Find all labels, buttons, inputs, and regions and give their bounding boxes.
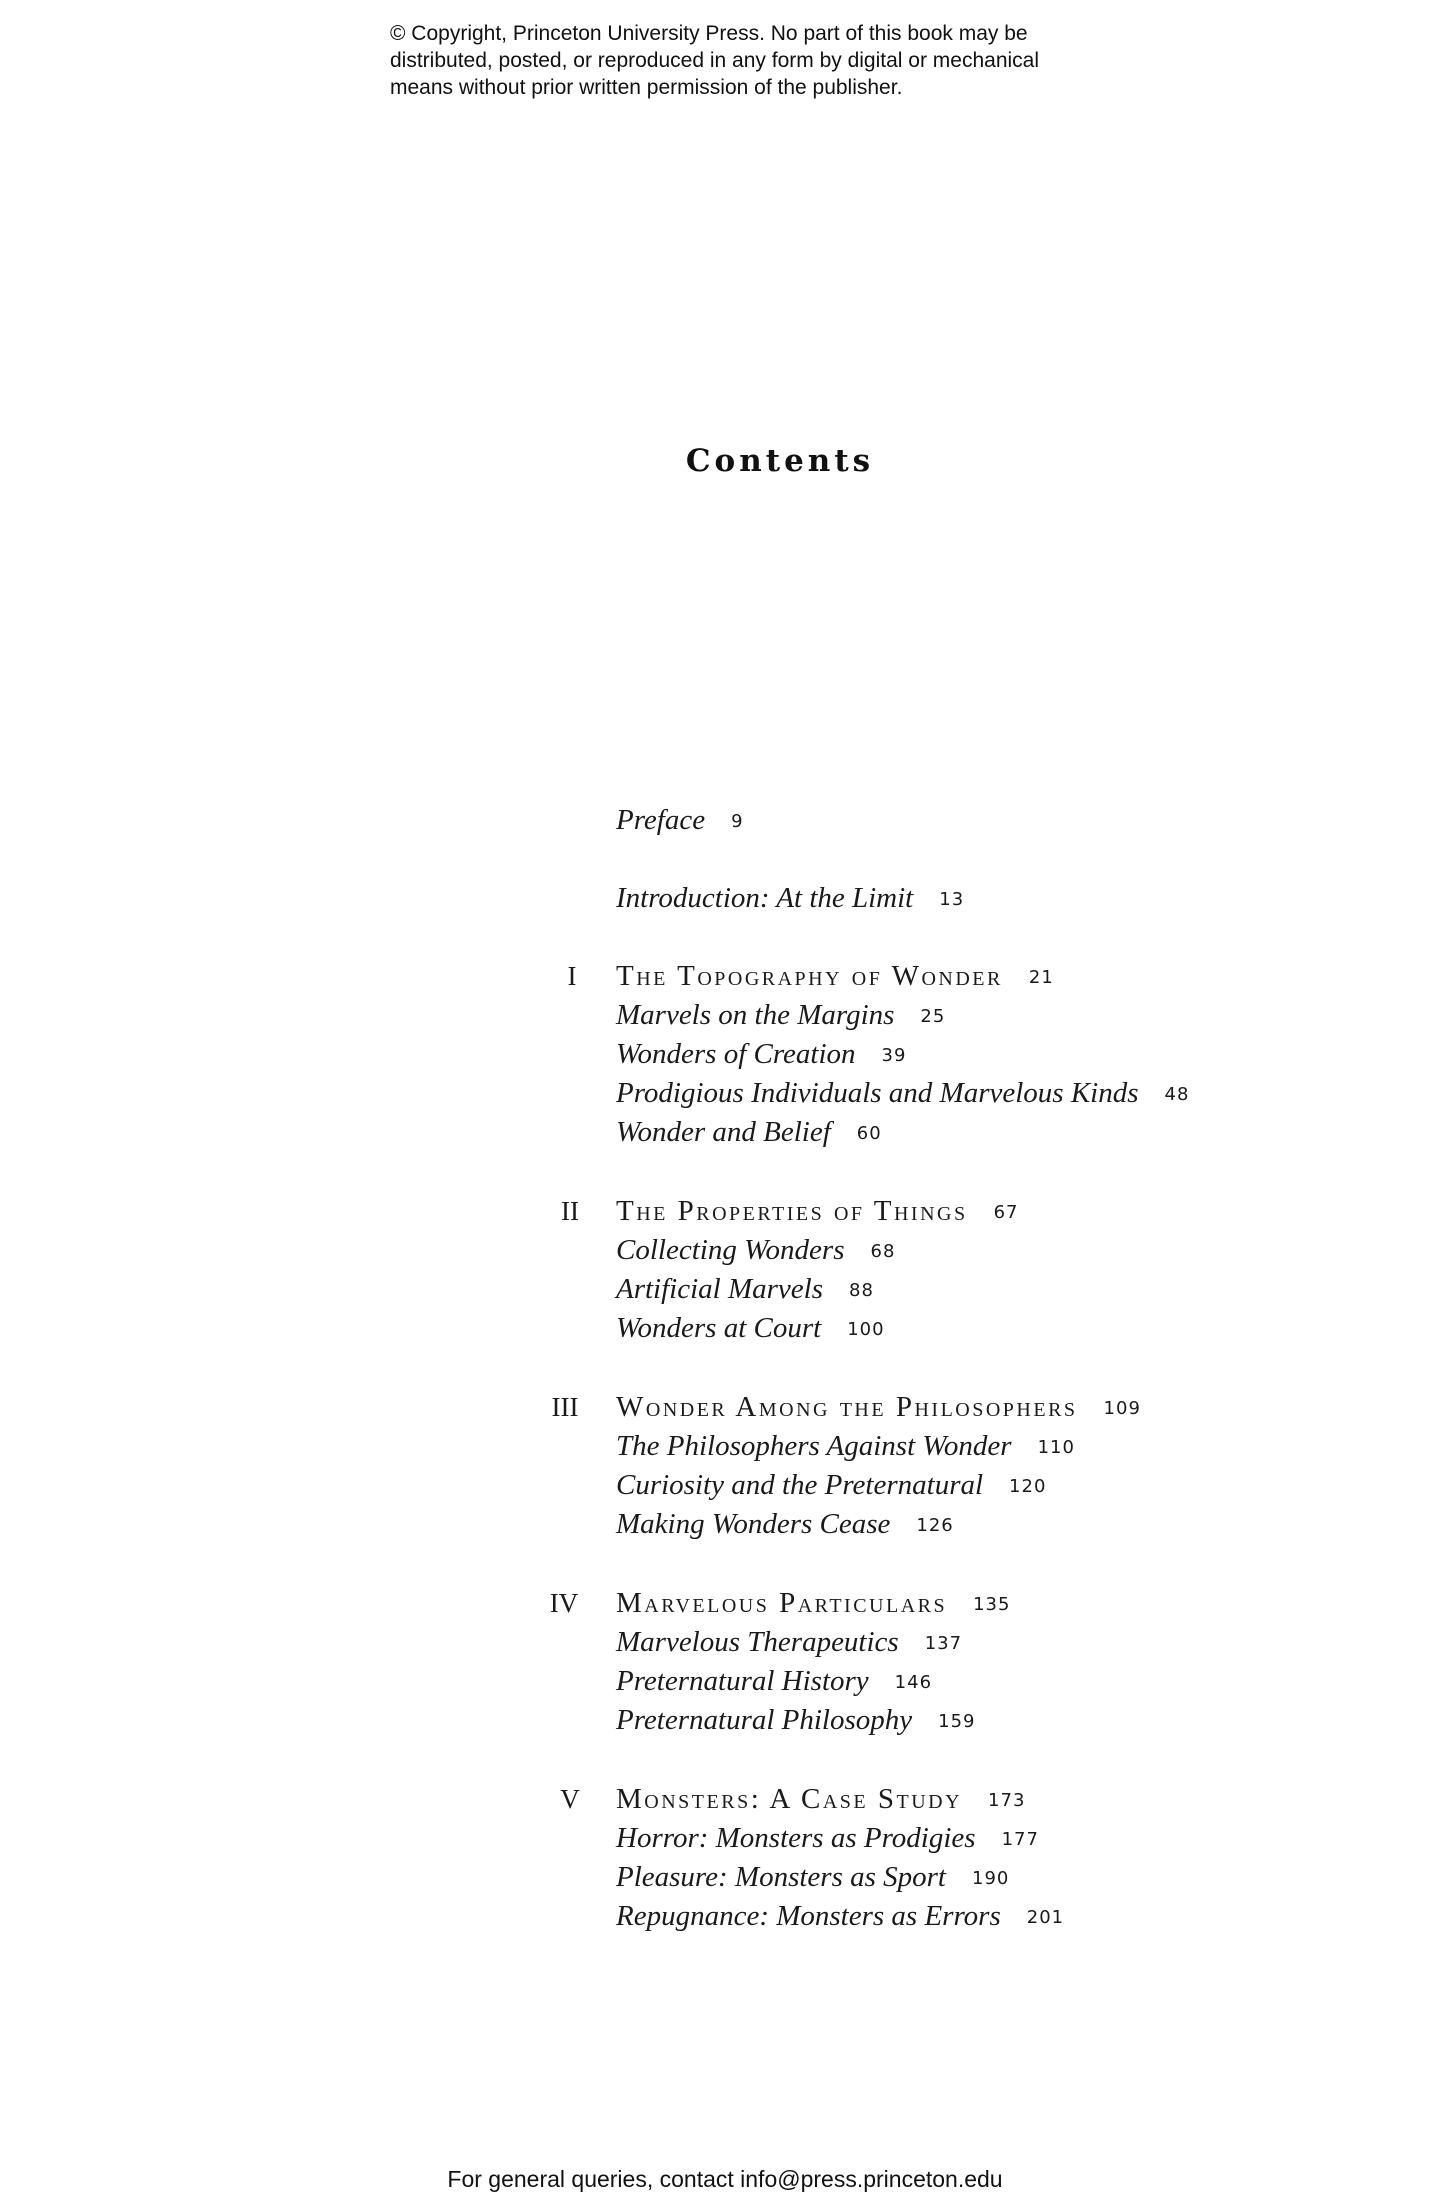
toc-entry-preface[interactable] [616,802,744,840]
toc-entry-page: 177 [1001,1829,1039,1850]
toc-chapter-entry[interactable] [616,1820,1039,1858]
toc-part-heading[interactable] [616,1781,1025,1819]
toc-part-title: Monsters: A Case Study [616,1783,963,1815]
toc-chapter-entry[interactable] [616,1310,885,1348]
toc-chapter-entry[interactable] [616,1467,1046,1505]
toc-entry-title: Introduction: At the Limit [616,882,914,914]
toc-chapter-entry[interactable] [616,1036,906,1074]
toc-entry-page: 120 [1009,1476,1047,1497]
toc-part-heading[interactable] [616,958,1054,996]
toc-entry-title: Wonders of Creation [616,1038,856,1070]
toc-chapter-entry[interactable] [616,1075,1189,1113]
toc-entry-page: 21 [1028,967,1054,988]
toc-entry-introduction[interactable] [616,880,964,918]
toc-entry-title: Preface [616,804,706,836]
toc-entry-page: 146 [894,1672,933,1693]
toc-entry-page: 110 [1037,1437,1075,1458]
toc-entry-title: Making Wonders Cease [616,1508,891,1540]
toc-entry-title: Repugnance: Monsters as Errors [616,1900,1001,1932]
part-numeral: IV [549,1588,579,1618]
copyright-line: distributed, posted, or reproduced in any form by digital or mechanical [390,49,1040,72]
toc-entry-page: 13 [939,889,965,910]
toc-chapter-entry[interactable] [616,1271,874,1309]
toc-entry-page: 159 [938,1711,976,1732]
toc-chapter-entry[interactable] [616,1898,1064,1936]
part-numeral: V [560,1784,580,1814]
toc-entry-title: Horror: Monsters as Prodigies [616,1822,976,1854]
toc-entry-page: 67 [993,1202,1019,1223]
toc-entry-page: 100 [847,1319,885,1340]
toc-entry-page: 109 [1103,1398,1141,1419]
toc-chapter-entry[interactable] [616,1232,895,1270]
toc-entry-page: 88 [849,1280,874,1301]
toc-part-heading[interactable] [616,1389,1141,1427]
toc-entry-title: Artificial Marvels [616,1273,823,1305]
toc-chapter-entry[interactable] [616,1114,882,1152]
toc-entry-page: 201 [1026,1907,1065,1928]
toc-entry-page: 9 [731,811,744,832]
toc-chapter-entry[interactable] [616,997,945,1035]
copyright-line: means without prior written permission of the publisher. [390,76,903,99]
toc-chapter-entry[interactable] [616,1663,932,1701]
toc-entry-page: 39 [881,1045,907,1066]
toc-entry-page: 68 [870,1241,896,1262]
toc-entry-page: 135 [973,1594,1011,1615]
toc-entry-title: Preternatural History [616,1665,869,1697]
toc-entry-page: 190 [972,1868,1010,1889]
footer-contact: For general queries, contact info@press.princeton.edu [447,2166,1003,2192]
part-numeral: III [551,1392,579,1422]
toc-chapter-entry[interactable] [616,1506,954,1544]
toc-entry-page: 126 [916,1515,954,1536]
toc-entry-title: Curiosity and the Preternatural [616,1469,984,1501]
toc-entry-title: Collecting Wonders [616,1234,845,1266]
toc-entry-page: 137 [924,1633,963,1654]
toc-part-heading[interactable] [616,1585,1010,1623]
toc-chapter-entry[interactable] [616,1859,1009,1897]
toc-entry-title: Wonder and Belief [616,1116,831,1148]
page-title: Contents [685,443,875,479]
toc-entry-title: Preternatural Philosophy [616,1704,913,1736]
toc-entry-page: 173 [988,1790,1026,1811]
toc-entry-title: The Philosophers Against Wonder [616,1430,1012,1462]
toc-part-title: Wonder Among the Philosophers [616,1391,1078,1423]
toc-chapter-entry[interactable] [616,1428,1075,1466]
toc-part-title: The Properties of Things [616,1195,968,1227]
toc-part-title: The Topography of Wonder [616,960,1003,992]
toc-entry-title: Prodigious Individuals and Marvelous Kinds [616,1077,1139,1109]
toc-chapter-entry[interactable] [616,1624,962,1662]
toc-entry-page: 60 [856,1123,882,1144]
toc-part-heading[interactable] [616,1193,1019,1231]
copyright-line: © Copyright, Princeton University Press. No part of this book may be [390,22,1028,45]
toc-entry-title: Marvelous Therapeutics [616,1626,899,1658]
toc-chapter-entry[interactable] [616,1702,976,1740]
toc-entry-title: Wonders at Court [616,1312,822,1344]
part-numeral: I [567,961,577,991]
part-numeral: II [561,1196,579,1226]
toc-entry-title: Marvels on the Margins [616,999,895,1031]
toc-entry-page: 48 [1164,1084,1190,1105]
toc-part-title: Marvelous Particulars [616,1587,948,1619]
toc-entry-title: Pleasure: Monsters as Sport [616,1861,946,1893]
toc-entry-page: 25 [920,1006,946,1027]
